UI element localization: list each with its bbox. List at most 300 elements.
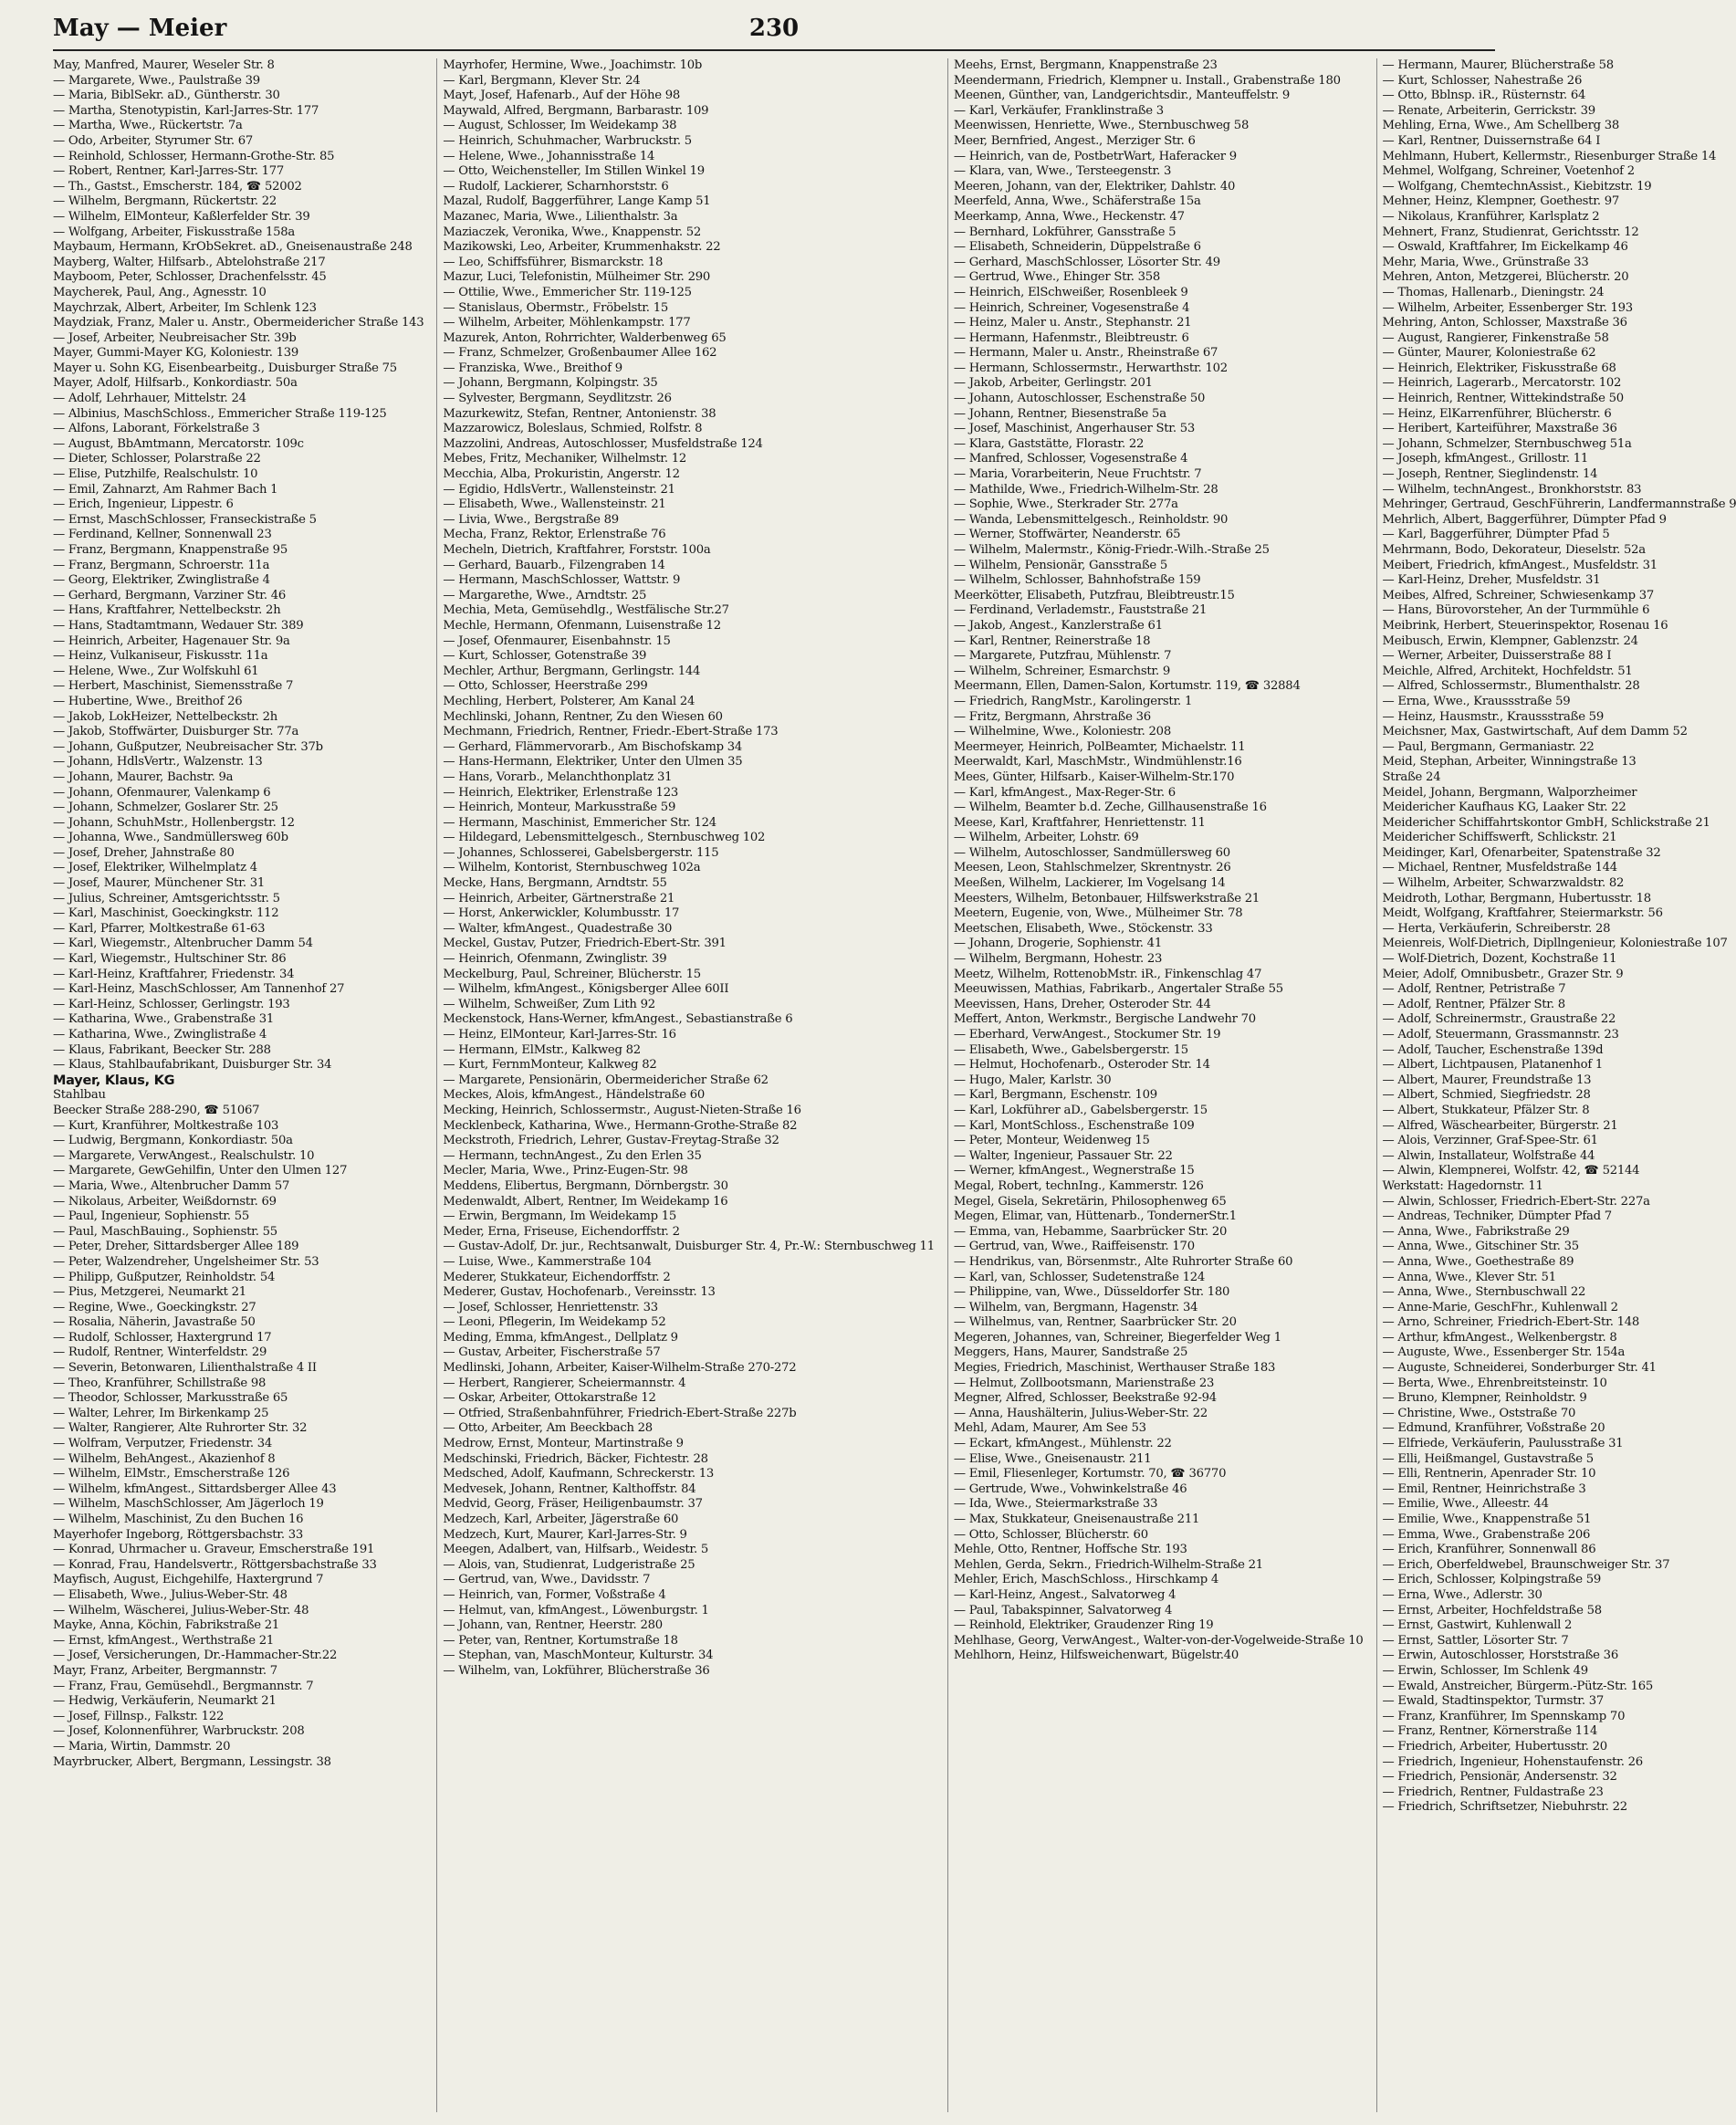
- directory-entry: — Gerhard, Bauarb., Filzengraben 14: [443, 558, 665, 572]
- directory-entry: Meidinger, Karl, Ofenarbeiter, Spatenstraße 32: [1382, 845, 1661, 860]
- directory-entry: — Friedrich, Schriftsetzer, Niebuhrstr. 22: [1382, 1800, 1627, 1815]
- directory-entry: — Heinrich, van, Former, Voßstraße 4: [443, 1587, 666, 1602]
- directory-entry: — Wilhelm, MaschSchlosser, Am Jägerloch 19: [53, 1497, 324, 1512]
- directory-entry: Maychrzak, Albert, Arbeiter, Im Schlenk 123: [53, 300, 317, 315]
- directory-entry: — Walter, Ingenieur, Passauer Str. 22: [953, 1148, 1173, 1163]
- directory-entry: — Ferdinand, Verlademstr., Fauststraße 21: [953, 603, 1208, 618]
- directory-entry: — Herbert, Rangierer, Scheiermannstr. 4: [443, 1376, 686, 1390]
- directory-entry: Mayfisch, August, Eichgehilfe, Haxtergrund 7: [53, 1573, 324, 1587]
- directory-entry: — Maria, BiblSekr. aD., Güntherstr. 30: [53, 89, 280, 103]
- directory-entry: — Johann, Maurer, Bachstr. 9a: [53, 769, 234, 784]
- directory-entry: — Albert, Stukkateur, Pfälzer Str. 8: [1382, 1103, 1590, 1117]
- directory-entry: — Erwin, Schlosser, Im Schlenk 49: [1382, 1663, 1588, 1678]
- directory-entry: Megen, Elimar, van, Hüttenarb., TondernerStr.1: [953, 1209, 1237, 1224]
- directory-entry: — Franz, Kranführer, Im Spennskamp 70: [1382, 1709, 1626, 1723]
- directory-entry: Meidt, Wolfgang, Kraftfahrer, Steiermarkstr. 56: [1382, 906, 1663, 921]
- directory-entry: Medvid, Georg, Fräser, Heiligenbaumstr. 37: [443, 1497, 703, 1512]
- directory-entry: — Klara, van, Wwe., Tersteegenstr. 3: [953, 164, 1172, 179]
- directory-entry: — Adolf, Schreinermstr., Graustraße 22: [1382, 1012, 1616, 1027]
- directory-entry: — Konrad, Uhrmacher u. Graveur, Emscherstraße 191: [53, 1543, 375, 1557]
- directory-entry: — Karl, van, Schlosser, Sudetenstraße 124: [953, 1270, 1206, 1284]
- directory-entry: — Hermann, ElMstr., Kalkweg 82: [443, 1042, 641, 1057]
- directory-entry: Mayer, Klaus, KG: [53, 1073, 175, 1088]
- directory-entry: — Julius, Schreiner, Amtsgerichtsstr. 5: [53, 891, 280, 905]
- directory-entry: — Johann, Autoschlosser, Eschenstraße 50: [953, 392, 1206, 406]
- directory-entry: Meddens, Elibertus, Bergmann, Dörnbergstr. 30: [443, 1178, 728, 1193]
- directory-entry: — Franz, Bergmann, Knappenstraße 95: [53, 543, 288, 557]
- directory-entry: — Johann, Schmelzer, Sternbuschweg 51a: [1382, 436, 1632, 451]
- directory-entry: — Alfred, Schlossermstr., Blumenthalstr. 28: [1382, 679, 1640, 694]
- directory-entry: — Hans, Kraftfahrer, Nettelbeckstr. 2h: [53, 603, 281, 618]
- directory-entry: — Oswald, Kraftfahrer, Im Eickelkamp 46: [1382, 240, 1628, 255]
- directory-entry: — Karl, Wiegemstr., Altenbrucher Damm 54: [53, 937, 313, 951]
- directory-entry: — Helmut, Hochofenarb., Osteroder Str. 14: [953, 1058, 1210, 1073]
- directory-entry: — Wilhelm, Beamter b.d. Zeche, Gillhausenstraße 16: [953, 801, 1267, 815]
- directory-entry: — Alfred, Wäschearbeiter, Bürgerstr. 21: [1382, 1118, 1618, 1133]
- directory-entry: — Ernst, Gastwirt, Kuhlenwall 2: [1382, 1618, 1573, 1633]
- directory-entry: — Paul, MaschBauing., Sophienstr. 55: [53, 1224, 277, 1239]
- directory-entry: Mazurkewitz, Stefan, Rentner, Antonienstr. 38: [443, 406, 716, 421]
- directory-entry: — Karl, Bergmann, Eschenstr. 109: [953, 1088, 1157, 1103]
- directory-entry: — Gerhard, Flämmervorarb., Am Bischofskamp 34: [443, 739, 743, 754]
- directory-entry: — Heinrich, ElSchweißer, Rosenbleek 9: [953, 285, 1188, 299]
- directory-entry: Mazzolini, Andreas, Autoschlosser, Musfeldstraße 124: [443, 436, 763, 451]
- directory-entry: — Hugo, Maler, Karlstr. 30: [953, 1073, 1112, 1087]
- directory-entry: — Wilhelmine, Wwe., Koloniestr. 208: [953, 725, 1171, 739]
- directory-entry: Mayer, Gummi-Mayer KG, Koloniestr. 139: [53, 346, 299, 361]
- directory-entry: — Adolf, Steuermann, Grassmannstr. 23: [1382, 1028, 1619, 1042]
- directory-entry: — Manfred, Schlosser, Vogesenstraße 4: [953, 452, 1188, 466]
- directory-entry: — Wilhelm, van, Lokführer, Blücherstraße 36: [443, 1663, 710, 1678]
- directory-entry: — Kurt, FernmMonteur, Kalkweg 82: [443, 1058, 657, 1073]
- directory-entry: — Heinz, Vulkaniseur, Fiskusstr. 11a: [53, 649, 268, 664]
- directory-entry: — Josef, Ofenmaurer, Eisenbahnstr. 15: [443, 633, 671, 648]
- directory-entry: — Rudolf, Schlosser, Haxtergrund 17: [53, 1330, 272, 1345]
- directory-entry: Meckelburg, Paul, Schreiner, Blücherstr. 15: [443, 967, 701, 981]
- directory-entry: — Ernst, MaschSchlosser, Franseckistraße 5: [53, 512, 317, 527]
- directory-entry: Mees, Günter, Hilfsarb., Kaiser-Wilhelm-Str.170: [953, 769, 1235, 784]
- directory-entry: — Adolf, Rentner, Petristraße 7: [1382, 982, 1566, 997]
- directory-entry: Mecklenbeck, Katharina, Wwe., Hermann-Grothe-Straße 82: [443, 1118, 798, 1133]
- directory-entry: Mebes, Fritz, Mechaniker, Wilhelmstr. 12: [443, 452, 687, 466]
- directory-entry: — Wilhelm, ElMonteur, Kaßlerfelder Str. 39: [53, 209, 310, 224]
- directory-entry: Mayt, Josef, Hafenarb., Auf der Höhe 98: [443, 89, 680, 103]
- directory-entry: — Erich, Ingenieur, Lippestr. 6: [53, 497, 234, 512]
- directory-entry: — Klara, Gaststätte, Florastr. 22: [953, 436, 1145, 451]
- directory-entry: — Klaus, Stahlbaufabrikant, Duisburger Str. 34: [53, 1058, 332, 1073]
- directory-entry: — Heinrich, Ofenmann, Zwinglistr. 39: [443, 952, 667, 967]
- directory-entry: — Adolf, Lehrhauer, Mittelstr. 24: [53, 392, 246, 406]
- directory-entry: — Adolf, Taucher, Eschenstraße 139d: [1382, 1042, 1604, 1057]
- directory-entry: — Walter, kfmAngest., Quadestraße 30: [443, 921, 673, 936]
- directory-entry: — Th., Gastst., Emscherstr. 184, ☎ 52002: [53, 179, 302, 194]
- directory-entry: — Elfriede, Verkäuferin, Paulusstraße 31: [1382, 1437, 1624, 1451]
- directory-entry: — Anna, Wwe., Sternbuschwall 22: [1382, 1285, 1586, 1300]
- directory-entry: — Wolfgang, ChemtechnAssist., Kiebitzstr. 19: [1382, 179, 1652, 194]
- directory-entry: — Wilhelm, Schreiner, Esmarchstr. 9: [953, 664, 1171, 678]
- directory-entry: — Emil, Rentner, Heinrichstraße 3: [1382, 1481, 1586, 1496]
- directory-entry: — Heinrich, Elektriker, Fiskusstraße 68: [1382, 361, 1616, 375]
- directory-entry: — Gerhard, Bergmann, Varziner Str. 46: [53, 588, 287, 602]
- directory-entry: Mehlhorn, Heinz, Hilfsweichenwart, Bügelstr.40: [953, 1649, 1239, 1663]
- directory-entry: Mehringer, Gertraud, GeschFührerin, Landfermannstraße 9: [1382, 497, 1736, 512]
- directory-entry: Meckenstock, Hans-Werner, kfmAngest., Sebastianstraße 6: [443, 1012, 793, 1027]
- directory-entry: — Renate, Arbeiterin, Gerrickstr. 39: [1382, 103, 1595, 118]
- directory-entry: Beecker Straße 288-290, ☎ 51067: [53, 1103, 260, 1117]
- directory-entry: Mehren, Anton, Metzgerei, Blücherstr. 20: [1382, 270, 1629, 285]
- directory-entry: — Wilhelm, Malermstr., König-Friedr.-Wilh.-Straße 25: [953, 543, 1270, 557]
- directory-entry: Meermeyer, Heinrich, PolBeamter, Michaelstr. 11: [953, 739, 1246, 754]
- directory-entry: — Anna, Wwe., Goethestraße 89: [1382, 1254, 1574, 1269]
- directory-entry: — Wilhelm, Autoschlosser, Sandmüllersweg 60: [953, 845, 1230, 860]
- directory-entry: — Elisabeth, Wwe., Wallensteinstr. 21: [443, 497, 666, 512]
- directory-entry: Meibes, Alfred, Schreiner, Schwiesenkamp 37: [1382, 588, 1655, 602]
- directory-entry: — Johanna, Wwe., Sandmüllersweg 60b: [53, 831, 288, 845]
- directory-entry: — Elisabeth, Wwe., Gabelsbergerstr. 15: [953, 1042, 1188, 1057]
- directory-entry: Mecking, Heinrich, Schlossermstr., August-Nieten-Straße 16: [443, 1103, 801, 1117]
- directory-entry: — Emilie, Wwe., Alleestr. 44: [1382, 1497, 1549, 1512]
- directory-entry: — Josef, Maschinist, Angerhauser Str. 53: [953, 422, 1196, 436]
- directory-entry: — Margarete, VerwAngest., Realschulstr. 10: [53, 1148, 315, 1163]
- directory-entry: Meetschen, Elisabeth, Wwe., Stöckenstr. 33: [953, 921, 1213, 936]
- directory-entry: Mecler, Maria, Wwe., Prinz-Eugen-Str. 98: [443, 1164, 688, 1178]
- directory-entry: — Adolf, Rentner, Pfälzer Str. 8: [1382, 997, 1565, 1011]
- directory-entry: — Arthur, kfmAngest., Welkenbergstr. 8: [1382, 1330, 1617, 1345]
- directory-entry: — Rosalia, Näherin, Javastraße 50: [53, 1315, 256, 1330]
- directory-entry: — Ernst, Arbeiter, Hochfeldstraße 58: [1382, 1603, 1602, 1617]
- directory-entry: Mehler, Erich, MaschSchloss., Hirschkamp 4: [953, 1573, 1219, 1587]
- directory-entry: — Wilhelm, Maschinist, Zu den Buchen 16: [53, 1513, 304, 1526]
- directory-entry: — Gustav-Adolf, Dr. jur., Rechtsanwalt, Duisburger Str. 4, Pr.-W.: Sternbuschweg 11: [443, 1240, 935, 1254]
- directory-entry: Mazzarowicz, Boleslaus, Schmied, Rolfstr. 8: [443, 422, 703, 436]
- directory-entry: Mayke, Anna, Köchin, Fabrikstraße 21: [53, 1618, 280, 1633]
- directory-entry: — Wilhelm, Pensionär, Gansstraße 5: [953, 558, 1168, 572]
- directory-entry: — Peter, van, Rentner, Kortumstraße 18: [443, 1633, 678, 1648]
- directory-entry: — Emilie, Wwe., Knappenstraße 51: [1382, 1513, 1592, 1526]
- directory-entry: Medrow, Ernst, Monteur, Martinstraße 9: [443, 1437, 684, 1451]
- directory-entry: — Heinz, Hausmstr., Kraussstraße 59: [1382, 709, 1604, 724]
- directory-entry: — Albert, Schmied, Siegfriedstr. 28: [1382, 1088, 1591, 1103]
- directory-entry: — Jakob, Stoffwärter, Duisburger Str. 77a: [53, 725, 299, 739]
- directory-entry: — Franz, Frau, Gemüsehdl., Bergmannstr. 7: [53, 1679, 314, 1693]
- directory-entry: — Walter, Rangierer, Alte Ruhrorter Str. 32: [53, 1421, 308, 1436]
- directory-entry: — Erich, Schlosser, Kolpingstraße 59: [1382, 1573, 1602, 1587]
- directory-entry: Meer, Bernfried, Angest., Merziger Str. 6: [953, 133, 1196, 148]
- directory-entry: Meermann, Ellen, Damen-Salon, Kortumstr. 119, ☎ 32884: [953, 679, 1301, 694]
- directory-entry: — Wanda, Lebensmittelgesch., Reinholdstr. 90: [953, 512, 1229, 527]
- directory-entry: — Paul, Ingenieur, Sophienstr. 55: [53, 1209, 250, 1224]
- directory-entry: Meerwaldt, Karl, MaschMstr., Windmühlenstr.16: [953, 755, 1242, 769]
- directory-entry: — Eckart, kfmAngest., Mühlenstr. 22: [953, 1437, 1172, 1451]
- directory-entry: Meerkötter, Elisabeth, Putzfrau, Bleibtreustr.15: [953, 588, 1235, 602]
- directory-entry: Mecchia, Alba, Prokuristin, Angerstr. 12: [443, 467, 680, 482]
- directory-entry: — Paul, Bergmann, Germaniastr. 22: [1382, 739, 1595, 754]
- directory-entry: Meibusch, Erwin, Klempner, Gablenzstr. 24: [1382, 633, 1638, 648]
- directory-entry: Mayer u. Sohn KG, Eisenbearbeitg., Duisburger Straße 75: [53, 361, 397, 375]
- directory-entry: — Otto, Schlosser, Heerstraße 299: [443, 679, 648, 694]
- directory-entry: Werkstatt: Hagedornstr. 11: [1382, 1178, 1543, 1193]
- directory-entry: — Franz, Schmelzer, Großenbaumer Allee 162: [443, 346, 717, 361]
- directory-entry: — Johann, Gußputzer, Neubreisacher Str. 37b: [53, 739, 323, 754]
- directory-entry: Mecheln, Dietrich, Kraftfahrer, Forststr. 100a: [443, 543, 711, 557]
- directory-entry: — Helmut, Zollbootsmann, Marienstraße 23: [953, 1376, 1215, 1390]
- directory-entry: Medlinski, Johann, Arbeiter, Kaiser-Wilhelm-Straße 270-272: [443, 1361, 797, 1376]
- directory-entry: — Hendrikus, van, Börsenmstr., Alte Ruhrorter Straße 60: [953, 1254, 1293, 1269]
- directory-entry: — Werner, Stoffwärter, Neanderstr. 65: [953, 528, 1181, 542]
- directory-entry: — Werner, kfmAngest., Wegnerstraße 15: [953, 1164, 1195, 1178]
- directory-entry: — Herta, Verkäuferin, Schreiberstr. 28: [1382, 921, 1611, 936]
- directory-entry: Meesen, Leon, Stahlschmelzer, Skrentnystr. 26: [953, 861, 1231, 875]
- directory-entry: Straße 24: [1382, 769, 1441, 784]
- directory-entry: — Ludwig, Bergmann, Konkordiastr. 50a: [53, 1134, 293, 1148]
- directory-entry: — Emma, Wwe., Grabenstraße 206: [1382, 1527, 1591, 1542]
- directory-entry: — Karl, Verkäufer, Franklinstraße 3: [953, 103, 1164, 118]
- directory-entry: — Johann, Rentner, Biesenstraße 5a: [953, 406, 1166, 421]
- directory-entry: Mazanec, Maria, Wwe., Lilienthalstr. 3a: [443, 209, 678, 224]
- directory-entry: — Herbert, Maschinist, Siemensstraße 7: [53, 679, 294, 694]
- directory-entry: — Maria, Wwe., Altenbrucher Damm 57: [53, 1178, 290, 1193]
- directory-entry: Meendermann, Friedrich, Klempner u. Install., Grabenstraße 180: [953, 73, 1341, 88]
- directory-entry: — Sophie, Wwe., Sterkrader Str. 277a: [953, 497, 1178, 512]
- directory-entry: — Bruno, Klempner, Reinholdstr. 9: [1382, 1391, 1587, 1406]
- directory-entry: — Heinrich, Schuhmacher, Warbruckstr. 5: [443, 133, 692, 148]
- directory-entry: — Karl, Bergmann, Klever Str. 24: [443, 73, 641, 88]
- directory-entry: — Oskar, Arbeiter, Ottokarstraße 12: [443, 1391, 656, 1406]
- directory-entry: Megies, Friedrich, Maschinist, Werthauser Straße 183: [953, 1361, 1276, 1376]
- directory-entry: — Sylvester, Bergmann, Seydlitzstr. 26: [443, 392, 672, 406]
- directory-entry: Mayerhofer Ingeborg, Röttgersbachstr. 33: [53, 1527, 304, 1542]
- directory-entry: — Leo, Schiffsführer, Bismarckstr. 18: [443, 255, 664, 269]
- directory-entry: — Wilhelm, Arbeiter, Lohstr. 69: [953, 831, 1139, 845]
- directory-entry: — Wilhelm, technAngest., Bronkhorststr. 83: [1382, 482, 1642, 497]
- directory-column-2: [436, 58, 934, 2112]
- directory-entry: — Gustav, Arbeiter, Fischerstraße 57: [443, 1345, 661, 1360]
- directory-entry: — Franziska, Wwe., Breithof 9: [443, 361, 622, 375]
- directory-entry: Meetern, Eugenie, von, Wwe., Mülheimer Str. 78: [953, 906, 1243, 921]
- directory-entry: — Hans, Stadtamtmann, Wedauer Str. 389: [53, 618, 304, 633]
- directory-entry: — Ernst, kfmAngest., Werthstraße 21: [53, 1633, 274, 1648]
- directory-entry: Meienreis, Wolf-Dietrich, Dipllngenieur, Koloniestraße 107: [1382, 937, 1728, 951]
- directory-entry: Meenwissen, Henriette, Wwe., Sternbuschweg 58: [953, 119, 1250, 133]
- directory-entry: — Auguste, Schneiderei, Sonderburger Str. 41: [1382, 1361, 1657, 1376]
- directory-entry: Mechling, Herbert, Polsterer, Am Kanal 24: [443, 694, 695, 708]
- directory-entry: — Stephan, van, MaschMonteur, Kulturstr. 34: [443, 1649, 714, 1663]
- directory-entry: — Wilhelm, Bergmann, Hohestr. 23: [953, 952, 1163, 967]
- directory-entry: — Anna, Wwe., Gitschiner Str. 35: [1382, 1240, 1579, 1254]
- directory-entry: Mazur, Luci, Telefonistin, Mülheimer Str. 290: [443, 270, 710, 285]
- directory-entry: Meckstroth, Friedrich, Lehrer, Gustav-Freytag-Straße 32: [443, 1134, 779, 1148]
- directory-entry: — Eberhard, VerwAngest., Stockumer Str. 19: [953, 1028, 1221, 1042]
- directory-entry: — Ida, Wwe., Steiermarkstraße 33: [953, 1497, 1158, 1512]
- directory-entry: Megal, Robert, technIng., Kammerstr. 126: [953, 1178, 1204, 1193]
- directory-entry: — Livia, Wwe., Bergstraße 89: [443, 512, 619, 527]
- directory-entry: Meid, Stephan, Arbeiter, Winningstraße 13: [1382, 755, 1637, 769]
- directory-entry: — Emma, van, Hebamme, Saarbrücker Str. 20: [953, 1224, 1228, 1239]
- directory-entry: Meding, Emma, kfmAngest., Dellplatz 9: [443, 1330, 678, 1345]
- directory-entry: — Gertrud, van, Wwe., Davidsstr. 7: [443, 1573, 651, 1587]
- directory-entry: — Hermann, MaschSchlosser, Wattstr. 9: [443, 573, 681, 588]
- directory-entry: — Odo, Arbeiter, Styrumer Str. 67: [53, 133, 254, 148]
- directory-entry: — Wilhelm, Kontorist, Sternbuschweg 102a: [443, 861, 701, 875]
- directory-entry: Mechle, Hermann, Ofenmann, Luisenstraße 12: [443, 618, 721, 633]
- directory-entry: Meese, Karl, Kraftfahrer, Henriettenstr. 11: [953, 815, 1206, 830]
- directory-entry: — Wilhelm, kfmAngest., Sittardsberger Allee 43: [53, 1481, 337, 1496]
- directory-entry: — Karl, Rentner, Duissernstraße 64 I: [1382, 133, 1601, 148]
- directory-entry: — Maria, Wirtin, Dammstr. 20: [53, 1739, 231, 1753]
- directory-entry: — Heinz, ElKarrenführer, Blücherstr. 6: [1382, 406, 1612, 421]
- directory-entry: — Elise, Wwe., Gneisenaustr. 211: [953, 1451, 1152, 1466]
- directory-entry: — Werner, Arbeiter, Duisserstraße 88 I: [1382, 649, 1612, 664]
- directory-entry: Meegen, Adalbert, van, Hilfsarb., Weidestr. 5: [443, 1543, 709, 1557]
- directory-entry: — Ewald, Anstreicher, Bürgerm.-Pütz-Str. 165: [1382, 1679, 1654, 1693]
- directory-entry: — Anne-Marie, GeschFhr., Kuhlenwall 2: [1382, 1300, 1618, 1314]
- directory-entry: — Fritz, Bergmann, Ahrstraße 36: [953, 709, 1151, 724]
- directory-entry: — Heinrich, Arbeiter, Gärtnerstraße 21: [443, 891, 675, 905]
- directory-entry: — Helene, Wwe., Zur Wolfskuhl 61: [53, 664, 259, 678]
- directory-entry: Meehs, Ernst, Bergmann, Knappenstraße 23: [953, 58, 1218, 72]
- directory-entry: — Hermann, Maler u. Anstr., Rheinstraße 67: [953, 346, 1218, 361]
- directory-column-1: [53, 58, 424, 2112]
- directory-entry: — Rudolf, Lackierer, Scharnhorststr. 6: [443, 179, 669, 194]
- directory-entry: — Karl-Heinz, Angest., Salvatorweg 4: [953, 1587, 1177, 1602]
- directory-entry: Mazal, Rudolf, Baggerführer, Lange Kamp 51: [443, 194, 711, 209]
- directory-entry: Mederer, Stukkateur, Eichendorffstr. 2: [443, 1270, 671, 1284]
- directory-entry: Meidericher Kaufhaus KG, Laaker Str. 22: [1382, 801, 1626, 815]
- directory-entry: — Ewald, Stadtinspektor, Turmstr. 37: [1382, 1694, 1605, 1709]
- directory-entry: — Paul, Tabakspinner, Salvatorweg 4: [953, 1603, 1173, 1617]
- directory-entry: Meeuwissen, Mathias, Fabrikarb., Angertaler Straße 55: [953, 982, 1283, 997]
- directory-entry: Medenwaldt, Albert, Rentner, Im Weidekamp 16: [443, 1194, 728, 1209]
- directory-entry: — Peter, Dreher, Sittardsberger Allee 189: [53, 1240, 299, 1254]
- directory-entry: — Johann, Schmelzer, Goslarer Str. 25: [53, 801, 278, 815]
- directory-entry: Meidroth, Lothar, Bergmann, Hubertusstr. 18: [1382, 891, 1651, 905]
- directory-entry: Mehl, Adam, Maurer, Am See 53: [953, 1421, 1146, 1436]
- directory-entry: Mehlmann, Hubert, Kellermstr., Riesenburger Straße 14: [1382, 149, 1717, 163]
- directory-entry: Mayrhofer, Hermine, Wwe., Joachimstr. 10b: [443, 58, 703, 72]
- directory-entry: — Heinrich, Monteur, Markusstraße 59: [443, 801, 676, 815]
- directory-entry: — Friedrich, Rentner, Fuldastraße 23: [1382, 1785, 1604, 1799]
- directory-entry: — Gerhard, MaschSchlosser, Lösorter Str. 49: [953, 255, 1220, 269]
- directory-entry: — Elise, Putzhilfe, Realschulstr. 10: [53, 467, 258, 482]
- directory-entry: Meckel, Gustav, Putzer, Friedrich-Ebert-Str. 391: [443, 937, 727, 951]
- directory-entry: Mehlen, Gerda, Sekrn., Friedrich-Wilhelm-Straße 21: [953, 1557, 1263, 1572]
- directory-entry: — Edmund, Kranführer, Voßstraße 20: [1382, 1421, 1605, 1436]
- directory-entry: — Karl, Wiegemstr., Hultschiner Str. 86: [53, 952, 287, 967]
- directory-entry: Mecha, Franz, Rektor, Erlenstraße 76: [443, 528, 666, 542]
- directory-entry: — Robert, Rentner, Karl-Jarres-Str. 177: [53, 164, 285, 179]
- directory-entry: — Michael, Rentner, Musfeldstraße 144: [1382, 861, 1617, 875]
- directory-entry: — Gertrud, Wwe., Ehinger Str. 358: [953, 270, 1161, 285]
- directory-entry: — Peter, Monteur, Weidenweg 15: [953, 1134, 1150, 1148]
- page-header: [53, 13, 1495, 51]
- directory-entry: Megner, Alfred, Schlosser, Beekstraße 92-94: [953, 1391, 1217, 1406]
- directory-entry: — Margarete, Pensionärin, Obermeidericher Straße 62: [443, 1073, 769, 1087]
- directory-entry: — Josef, Schlosser, Henriettenstr. 33: [443, 1300, 658, 1314]
- directory-entry: Meibrink, Herbert, Steuerinspektor, Rosenau 16: [1382, 618, 1668, 633]
- directory-entry: Mehrlich, Albert, Baggerführer, Dümpter Pfad 9: [1382, 512, 1667, 527]
- directory-entry: Mehnert, Franz, Studienrat, Gerichtsstr. 12: [1382, 225, 1639, 239]
- directory-entry: — Gertrude, Wwe., Vohwinkelstraße 46: [953, 1481, 1187, 1496]
- directory-entry: Mechlinski, Johann, Rentner, Zu den Wiesen 60: [443, 709, 723, 724]
- directory-entry: — Elisabeth, Schneiderin, Düppelstraße 6: [953, 240, 1201, 255]
- directory-entry: — Hans, Vorarb., Melanchthonplatz 31: [443, 769, 673, 784]
- directory-entry: — Joseph, Rentner, Sieglindenstr. 14: [1382, 467, 1598, 482]
- directory-entry: Meidericher Schiffahrtskontor GmbH, Schlickstraße 21: [1382, 815, 1710, 830]
- directory-entry: — Hubertine, Wwe., Breithof 26: [53, 694, 243, 708]
- directory-entry: — Wilhelm, van, Bergmann, Hagenstr. 34: [953, 1300, 1198, 1314]
- directory-entry: — Jakob, Angest., Kanzlerstraße 61: [953, 618, 1163, 633]
- directory-entry: — Wilhelm, Bergmann, Rückertstr. 22: [53, 194, 277, 209]
- directory-entry: — Josef, Maurer, Münchener Str. 31: [53, 876, 265, 891]
- directory-entry: — Auguste, Wwe., Essenberger Str. 154a: [1382, 1345, 1626, 1360]
- directory-entry: — Friedrich, Arbeiter, Hubertusstr. 20: [1382, 1739, 1607, 1753]
- directory-entry: — Berta, Wwe., Ehrenbreitsteinstr. 10: [1382, 1376, 1607, 1390]
- directory-entry: Meder, Erna, Friseuse, Eichendorffstr. 2: [443, 1224, 680, 1239]
- directory-entry: Meeren, Johann, van der, Elektriker, Dahlstr. 40: [953, 179, 1236, 194]
- directory-entry: — Gertrud, van, Wwe., Raiffeisenstr. 170: [953, 1240, 1195, 1254]
- directory-entry: — Wilhelmus, van, Rentner, Saarbrücker Str. 20: [953, 1315, 1237, 1330]
- directory-entry: Medzech, Karl, Arbeiter, Jägerstraße 60: [443, 1513, 679, 1526]
- directory-entry: Megel, Gisela, Sekretärin, Philosophenweg 65: [953, 1194, 1227, 1209]
- directory-entry: — Reinhold, Schlosser, Hermann-Grothe-Str. 85: [53, 149, 335, 163]
- directory-entry: — Karl, Maschinist, Goeckingkstr. 112: [53, 906, 279, 921]
- directory-entry: — Heinz, ElMonteur, Karl-Jarres-Str. 16: [443, 1028, 676, 1042]
- directory-entry: Mazikowski, Leo, Arbeiter, Krummenhakstr. 22: [443, 240, 721, 255]
- directory-entry: — Hermann, Maurer, Blücherstraße 58: [1382, 58, 1614, 72]
- directory-entry: May, Manfred, Maurer, Weseler Str. 8: [53, 58, 275, 72]
- directory-entry: — Josef, Dreher, Jahnstraße 80: [53, 845, 235, 860]
- directory-entry: — Johann, van, Rentner, Heerstr. 280: [443, 1618, 663, 1633]
- directory-entry: — Josef, Fillnsp., Falkstr. 122: [53, 1709, 225, 1723]
- directory-entry: — Otto, Weichensteller, Im Stillen Winkel 19: [443, 164, 705, 179]
- directory-entry: — Otfried, Straßenbahnführer, Friedrich-Ebert-Straße 227b: [443, 1406, 797, 1420]
- directory-entry: — Franz, Bergmann, Schroerstr. 11a: [53, 558, 270, 572]
- directory-entry: — Wilhelm, BehAngest., Akazienhof 8: [53, 1451, 276, 1466]
- directory-entry: — Johannes, Schlosserei, Gabelsbergerstr. 115: [443, 845, 719, 860]
- directory-entry: Medvesek, Johann, Rentner, Kalthoffstr. 84: [443, 1481, 696, 1496]
- directory-entry: — Heinrich, Arbeiter, Hagenauer Str. 9a: [53, 633, 290, 648]
- directory-entry: — Karl, Baggerführer, Dümpter Pfad 5: [1382, 528, 1610, 542]
- directory-entry: Mehle, Otto, Rentner, Hoffsche Str. 193: [953, 1543, 1187, 1557]
- directory-entry: Meibert, Friedrich, kfmAngest., Musfeldstr. 31: [1382, 558, 1658, 572]
- directory-entry: — Erich, Oberfeldwebel, Braunschweiger Str. 37: [1382, 1557, 1670, 1572]
- directory-entry: — Friedrich, Pensionär, Andersenstr. 32: [1382, 1770, 1617, 1785]
- directory-column-4: [1376, 58, 1736, 2112]
- directory-entry: — August, Rangierer, Finkenstraße 58: [1382, 330, 1609, 345]
- directory-entry: — Heinz, Maler u. Anstr., Stephanstr. 21: [953, 316, 1192, 330]
- directory-entry: — Leoni, Pflegerin, Im Weidekamp 52: [443, 1315, 666, 1330]
- directory-entry: — Rudolf, Rentner, Winterfeldstr. 29: [53, 1345, 267, 1360]
- directory-entry: Mayboom, Peter, Schlosser, Drachenfelsstr. 45: [53, 270, 327, 285]
- directory-entry: — Margarete, Wwe., Paulstraße 39: [53, 73, 260, 88]
- directory-entry: — Heinrich, Rentner, Wittekindstraße 50: [1382, 392, 1624, 406]
- directory-entry: Meerfeld, Anna, Wwe., Schäferstraße 15a: [953, 194, 1201, 209]
- directory-entry: Stahlbau: [53, 1088, 106, 1103]
- directory-entry: — Regine, Wwe., Goeckingkstr. 27: [53, 1300, 256, 1314]
- directory-entry: Meenen, Günther, van, Landgerichtsdir., Manteuffelstr. 9: [953, 89, 1290, 103]
- directory-entry: Maybaum, Hermann, KrObSekret. aD., Gneisenaustraße 248: [53, 240, 413, 255]
- directory-entry: — Karl, MontSchloss., Eschenstraße 109: [953, 1118, 1195, 1133]
- directory-entry: — Wilhelm, Arbeiter, Möhlenkampstr. 177: [443, 316, 691, 330]
- directory-entry: Mayr, Franz, Arbeiter, Bergmannstr. 7: [53, 1663, 277, 1678]
- directory-entry: — Karl, kfmAngest., Max-Reger-Str. 6: [953, 785, 1176, 800]
- directory-entry: — Johann, SchuhMstr., Hollenbergstr. 12: [53, 815, 295, 830]
- directory-entry: — Helmut, van, kfmAngest., Löwenburgstr. 1: [443, 1603, 709, 1617]
- directory-entry: — Günter, Maurer, Koloniestraße 62: [1382, 346, 1596, 361]
- directory-entry: Mederer, Gustav, Hochofenarb., Vereinsstr. 13: [443, 1285, 716, 1300]
- directory-entry: — Erwin, Bergmann, Im Weidekamp 15: [443, 1209, 676, 1224]
- directory-entry: — Joseph, kfmAngest., Grillostr. 11: [1382, 452, 1589, 466]
